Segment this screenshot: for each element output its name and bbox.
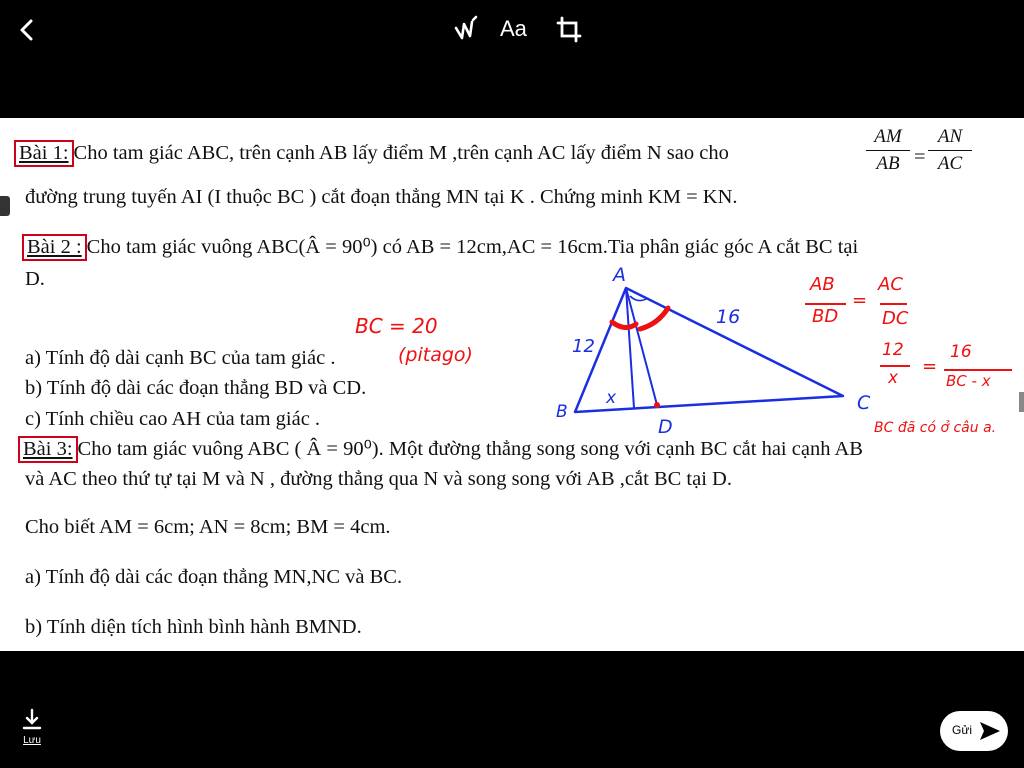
- send-button[interactable]: [940, 711, 1008, 751]
- note-bc-20: BC = 20: [355, 314, 438, 338]
- frac1-numerator: AM: [874, 126, 902, 147]
- send-arrow-icon: [978, 720, 1002, 742]
- chevron-left-icon[interactable]: [14, 16, 42, 44]
- angle-mark-right: [640, 308, 668, 329]
- bai1-line2: đường trung tuyến AI (I thuộc BC ) cắt đoạn thẳng MN tại K . Chứng minh KM = KN.: [25, 186, 738, 208]
- bai2-line2: D.: [25, 268, 45, 290]
- side-ab-length: 12: [572, 336, 595, 357]
- bai2-text1: Cho tam giác vuông ABC(Â = 90⁰) có AB = 12cm,AC = 16cm.Tia phân giác góc A cắt BC tại: [86, 236, 859, 258]
- frac-equals: =: [914, 146, 926, 168]
- ratio-bc-minus-x: BC - x: [946, 372, 991, 390]
- bai3-line2: và AC theo thứ tự tại M và N , đường thẳng qua N và song song với AB ,cắt BC tại D.: [25, 468, 732, 490]
- text-tool-button[interactable]: Aa: [500, 16, 527, 41]
- ratio-ac: AC: [878, 274, 903, 295]
- document-image: [0, 118, 1024, 651]
- bai3-label: Bài 3:: [18, 436, 78, 463]
- note-bc-from-a: BC đã có ở câu a.: [874, 420, 997, 436]
- bai2-item-b: b) Tính độ dài các đoạn thẳng BD và CD.: [25, 377, 367, 399]
- frac1-denominator: AB: [876, 153, 900, 174]
- crop-icon[interactable]: [555, 14, 583, 46]
- angle-mark-left: [612, 322, 636, 328]
- point-d: [654, 402, 660, 408]
- vertex-b: B: [556, 402, 568, 422]
- ratio-dc: DC: [882, 308, 909, 329]
- right-scroll-handle[interactable]: [1019, 392, 1024, 412]
- send-label: Gửi: [952, 723, 973, 737]
- bai3-given: Cho biết AM = 6cm; AN = 8cm; BM = 4cm.: [25, 516, 391, 538]
- note-pitago: (pitago): [398, 344, 473, 366]
- segment-x: x: [606, 388, 617, 408]
- ratio-bd: BD: [812, 306, 839, 327]
- ratio-eq-1: =: [852, 290, 868, 311]
- ratio-x: x: [888, 368, 899, 388]
- download-icon: [22, 708, 42, 730]
- ratio-eq-2: =: [922, 356, 938, 377]
- left-edge-handle[interactable]: [0, 196, 10, 216]
- ratio-lines-2: [880, 366, 1012, 370]
- bai3-text1: Cho tam giác vuông ABC ( Â = 90⁰). Một đường thẳng song song với cạnh BC cắt hai cạnh AB: [77, 438, 863, 460]
- bottom-bar: [0, 651, 1024, 768]
- bai2-item-c: c) Tính chiều cao AH của tam giác .: [25, 408, 321, 430]
- save-label: Lưu: [23, 735, 41, 746]
- vertex-d: D: [658, 416, 673, 438]
- ratio-ab: AB: [810, 274, 835, 295]
- top-toolbar: [0, 0, 1024, 118]
- scribble-icon[interactable]: [452, 14, 480, 46]
- frac2-numerator: AN: [937, 126, 963, 147]
- bai1-text1: Cho tam giác ABC, trên cạnh AB lấy điểm M ,trên cạnh AC lấy điểm N sao cho: [73, 142, 729, 164]
- bai2-item-a: a) Tính độ dài cạnh BC của tam giác .: [25, 347, 336, 369]
- ratio-16: 16: [950, 342, 972, 362]
- save-button[interactable]: [18, 708, 46, 746]
- bai3-item-a: a) Tính độ dài các đoạn thẳng MN,NC và BC.: [25, 566, 403, 588]
- bai2-label: Bài 2 :: [22, 234, 87, 261]
- ratio-12: 12: [882, 340, 904, 360]
- triangle-sketch: [0, 118, 1024, 651]
- bai3-item-b: b) Tính diện tích hình bình hành BMND.: [25, 616, 362, 638]
- side-ac-length: 16: [716, 306, 741, 328]
- vertex-c: C: [857, 392, 871, 414]
- bai1-label: Bài 1:: [14, 140, 74, 167]
- frac2-denominator: AC: [937, 153, 963, 174]
- vertex-a: A: [613, 264, 626, 286]
